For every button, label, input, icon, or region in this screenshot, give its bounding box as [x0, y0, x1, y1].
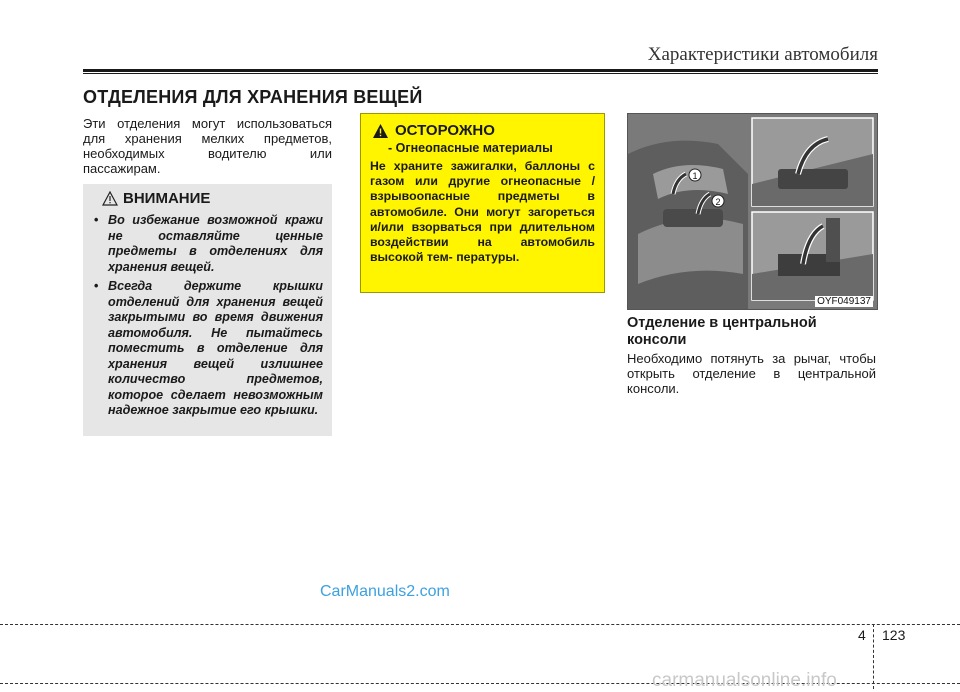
warning-triangle-icon	[372, 123, 389, 139]
warning-label: ОСТОРОЖНО	[395, 122, 495, 139]
chapter-number: 4	[858, 627, 866, 643]
footer-divider	[873, 624, 874, 689]
figure-code: OYF049137	[817, 296, 871, 307]
header-rule-thin	[83, 73, 878, 74]
caution-box	[83, 184, 332, 436]
warning-body: Не храните зажигалки, баллоны с газом или другие огнеопасные / взрывоопасные предметы в автомобиле. Они могут загореться и/или взорваться при длительном воздействии на автомобиль высокой тем- пературы.	[370, 159, 595, 265]
subsection-title: Отделение в центральной консоли	[627, 315, 817, 348]
caution-item	[92, 279, 323, 419]
footer-rule	[0, 624, 960, 625]
watermark-link[interactable]: CarManuals2.com	[320, 583, 450, 600]
caution-header	[102, 190, 323, 207]
caution-triangle-icon	[102, 191, 118, 206]
running-header-title: Характеристики автомобиля	[647, 44, 878, 65]
bullet-icon: •	[94, 213, 99, 227]
console-illustration	[628, 114, 877, 309]
section-intro: Эти отделения могут использоваться для хранения мелких предметов, необходимых водителю или пассажирам.	[83, 116, 332, 176]
page-number: 123	[882, 627, 906, 643]
subsection-body: Необходимо потянуть за рычаг, чтобы открыть отделение в центральной консоли.	[627, 351, 876, 396]
caution-list	[92, 213, 323, 419]
bullet-icon: •	[94, 279, 99, 293]
warning-subtitle: - Огнеопасные материалы	[388, 141, 553, 155]
caution-item	[92, 213, 323, 275]
callout-1: 1	[692, 171, 698, 181]
caution-item-text: Во избежание возможной кражи не оставляйте ценные предметы в отделениях для хранения вещей.	[108, 213, 323, 274]
console-photo	[627, 113, 878, 310]
caution-item-text: Всегда держите крышки отделений для хранения вещей закрытыми во время движения автомобиля. Не пытайтесь поместить в отделение для хранения вещей излишнее количество предметов, которое сделает невозможным надежное закрытие его крышки.	[108, 279, 323, 417]
callout-2: 2	[715, 197, 721, 207]
header-rule	[83, 69, 878, 72]
site-watermark: carmanualsonline.info	[652, 670, 837, 691]
warning-header	[372, 122, 595, 139]
warning-box	[360, 113, 605, 293]
caution-label: ВНИМАНИЕ	[123, 190, 211, 207]
section-title: ОТДЕЛЕНИЯ ДЛЯ ХРАНЕНИЯ ВЕЩЕЙ	[83, 87, 423, 107]
